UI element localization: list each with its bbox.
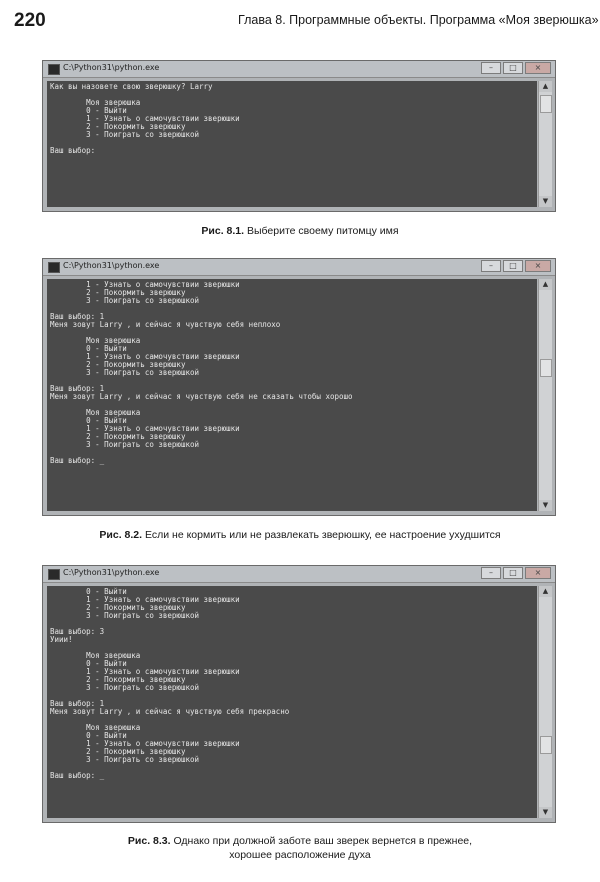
console-line: 3 - Поиграть со зверюшкой bbox=[50, 755, 200, 764]
console-line bbox=[50, 620, 534, 628]
caption-text: Выберите своему питомцу имя bbox=[244, 225, 399, 237]
minimize-button[interactable]: – bbox=[481, 567, 501, 579]
vertical-scrollbar[interactable] bbox=[538, 81, 552, 207]
caption-label: Рис. 8.2. bbox=[99, 529, 143, 541]
console-line: Меня зовут Larry , и сейчас я чувствую себя не сказать чтобы хорошо bbox=[50, 392, 353, 401]
console-line: Ваш выбор: bbox=[50, 146, 96, 155]
console-output[interactable] bbox=[47, 279, 537, 511]
console-line: 2 - Покормить зверюшку bbox=[50, 288, 186, 297]
console-line: 1 - Узнать о самочувствии зверюшки bbox=[50, 424, 240, 433]
console-line: 0 - Выйти bbox=[50, 416, 127, 425]
scroll-thumb[interactable] bbox=[540, 736, 552, 754]
console-line: Моя зверюшка bbox=[50, 723, 141, 732]
console-line: Как вы назовете свою зверюшку? Larry bbox=[50, 82, 213, 91]
maximize-button[interactable]: □ bbox=[503, 62, 523, 74]
console-line: 2 - Покормить зверюшку bbox=[50, 675, 186, 684]
vertical-scrollbar[interactable] bbox=[538, 279, 552, 511]
console-line: 3 - Поиграть со зверюшкой bbox=[50, 130, 200, 139]
vertical-scrollbar[interactable] bbox=[538, 586, 552, 818]
caption-label: Рис. 8.3. bbox=[127, 835, 171, 847]
figure-caption-2 bbox=[0, 528, 600, 542]
console-line: 2 - Покормить зверюшку bbox=[50, 360, 186, 369]
console-line: Ваш выбор: 3 bbox=[50, 627, 105, 636]
console-line: Моя зверюшка bbox=[50, 651, 141, 660]
console-line: 1 - Узнать о самочувствии зверюшки bbox=[50, 739, 240, 748]
console-line: Ваш выбор: 1 bbox=[50, 699, 105, 708]
console-line: Ваш выбор: _ bbox=[50, 771, 105, 780]
scroll-down-arrow-icon[interactable]: ▼ bbox=[539, 500, 552, 511]
console-line: 1 - Узнать о самочувствии зверюшки bbox=[50, 280, 240, 289]
window-titlebar[interactable] bbox=[43, 259, 555, 276]
maximize-button[interactable]: □ bbox=[503, 260, 523, 272]
scroll-up-arrow-icon[interactable]: ▲ bbox=[539, 279, 552, 290]
console-line: Моя зверюшка bbox=[50, 336, 141, 345]
scroll-thumb[interactable] bbox=[540, 95, 552, 113]
console-line: 2 - Покормить зверюшку bbox=[50, 122, 186, 131]
close-button[interactable]: × bbox=[525, 260, 551, 272]
scroll-up-arrow-icon[interactable]: ▲ bbox=[539, 81, 552, 92]
figure-caption-3 bbox=[0, 834, 600, 862]
scroll-up-arrow-icon[interactable]: ▲ bbox=[539, 586, 552, 597]
console-line: 0 - Выйти bbox=[50, 587, 127, 596]
window-title: C:\Python31\python.exe bbox=[63, 261, 160, 270]
console-line: 3 - Поиграть со зверюшкой bbox=[50, 440, 200, 449]
console-output[interactable] bbox=[47, 586, 537, 818]
console-line: Ваш выбор: _ bbox=[50, 456, 105, 465]
console-line: Ваш выбор: 1 bbox=[50, 312, 105, 321]
console-line bbox=[50, 764, 534, 772]
console-line: Уиии! bbox=[50, 635, 73, 644]
console-line: 2 - Покормить зверюшку bbox=[50, 432, 186, 441]
console-line: Ваш выбор: 1 bbox=[50, 384, 105, 393]
running-head: Глава 8. Программные объекты. Программа «Моя зверюшка» bbox=[238, 13, 599, 27]
console-line: 1 - Узнать о самочувствии зверюшки bbox=[50, 667, 240, 676]
minimize-button[interactable]: – bbox=[481, 62, 501, 74]
console-line: 1 - Узнать о самочувствии зверюшки bbox=[50, 595, 240, 604]
console-line: 0 - Выйти bbox=[50, 731, 127, 740]
page-number: 220 bbox=[14, 10, 46, 31]
console-line: 1 - Узнать о самочувствии зверюшки bbox=[50, 352, 240, 361]
window-title: C:\Python31\python.exe bbox=[63, 63, 160, 72]
window-titlebar[interactable] bbox=[43, 61, 555, 78]
window-titlebar[interactable] bbox=[43, 566, 555, 583]
console-app-icon bbox=[48, 262, 60, 273]
caption-text-line-2: хорошее расположение духа bbox=[229, 849, 371, 861]
console-line: Меня зовут Larry , и сейчас я чувствую себя неплохо bbox=[50, 320, 281, 329]
console-line bbox=[50, 377, 534, 385]
caption-text: Однако при должной заботе ваш зверек вернется в прежнее, bbox=[170, 835, 473, 847]
console-window-2 bbox=[42, 258, 556, 516]
console-line: 2 - Покормить зверюшку bbox=[50, 747, 186, 756]
maximize-button[interactable]: □ bbox=[503, 567, 523, 579]
console-line bbox=[50, 139, 534, 147]
figure-caption-1 bbox=[0, 224, 600, 238]
console-output[interactable] bbox=[47, 81, 537, 207]
console-line: Моя зверюшка bbox=[50, 98, 141, 107]
console-line bbox=[50, 305, 534, 313]
caption-label: Рис. 8.1. bbox=[201, 225, 245, 237]
console-line: Меня зовут Larry , и сейчас я чувствую себя прекрасно bbox=[50, 707, 290, 716]
console-line: 3 - Поиграть со зверюшкой bbox=[50, 611, 200, 620]
scroll-thumb[interactable] bbox=[540, 359, 552, 377]
close-button[interactable]: × bbox=[525, 62, 551, 74]
scroll-down-arrow-icon[interactable]: ▼ bbox=[539, 807, 552, 818]
minimize-button[interactable]: – bbox=[481, 260, 501, 272]
console-app-icon bbox=[48, 569, 60, 580]
console-line: 0 - Выйти bbox=[50, 344, 127, 353]
caption-text: Если не кормить или не развлекать зверюшку, ее настроение ухудшится bbox=[142, 529, 501, 541]
console-line: 0 - Выйти bbox=[50, 659, 127, 668]
console-window-1 bbox=[42, 60, 556, 212]
console-line: 0 - Выйти bbox=[50, 106, 127, 115]
scroll-down-arrow-icon[interactable]: ▼ bbox=[539, 196, 552, 207]
console-line bbox=[50, 449, 534, 457]
console-line: 1 - Узнать о самочувствии зверюшки bbox=[50, 114, 240, 123]
console-line: 3 - Поиграть со зверюшкой bbox=[50, 683, 200, 692]
console-app-icon bbox=[48, 64, 60, 75]
console-line: 2 - Покормить зверюшку bbox=[50, 603, 186, 612]
console-line: 3 - Поиграть со зверюшкой bbox=[50, 368, 200, 377]
console-line bbox=[50, 692, 534, 700]
console-window-3 bbox=[42, 565, 556, 823]
window-title: C:\Python31\python.exe bbox=[63, 568, 160, 577]
close-button[interactable]: × bbox=[525, 567, 551, 579]
console-line: Моя зверюшка bbox=[50, 408, 141, 417]
console-line: 3 - Поиграть со зверюшкой bbox=[50, 296, 200, 305]
